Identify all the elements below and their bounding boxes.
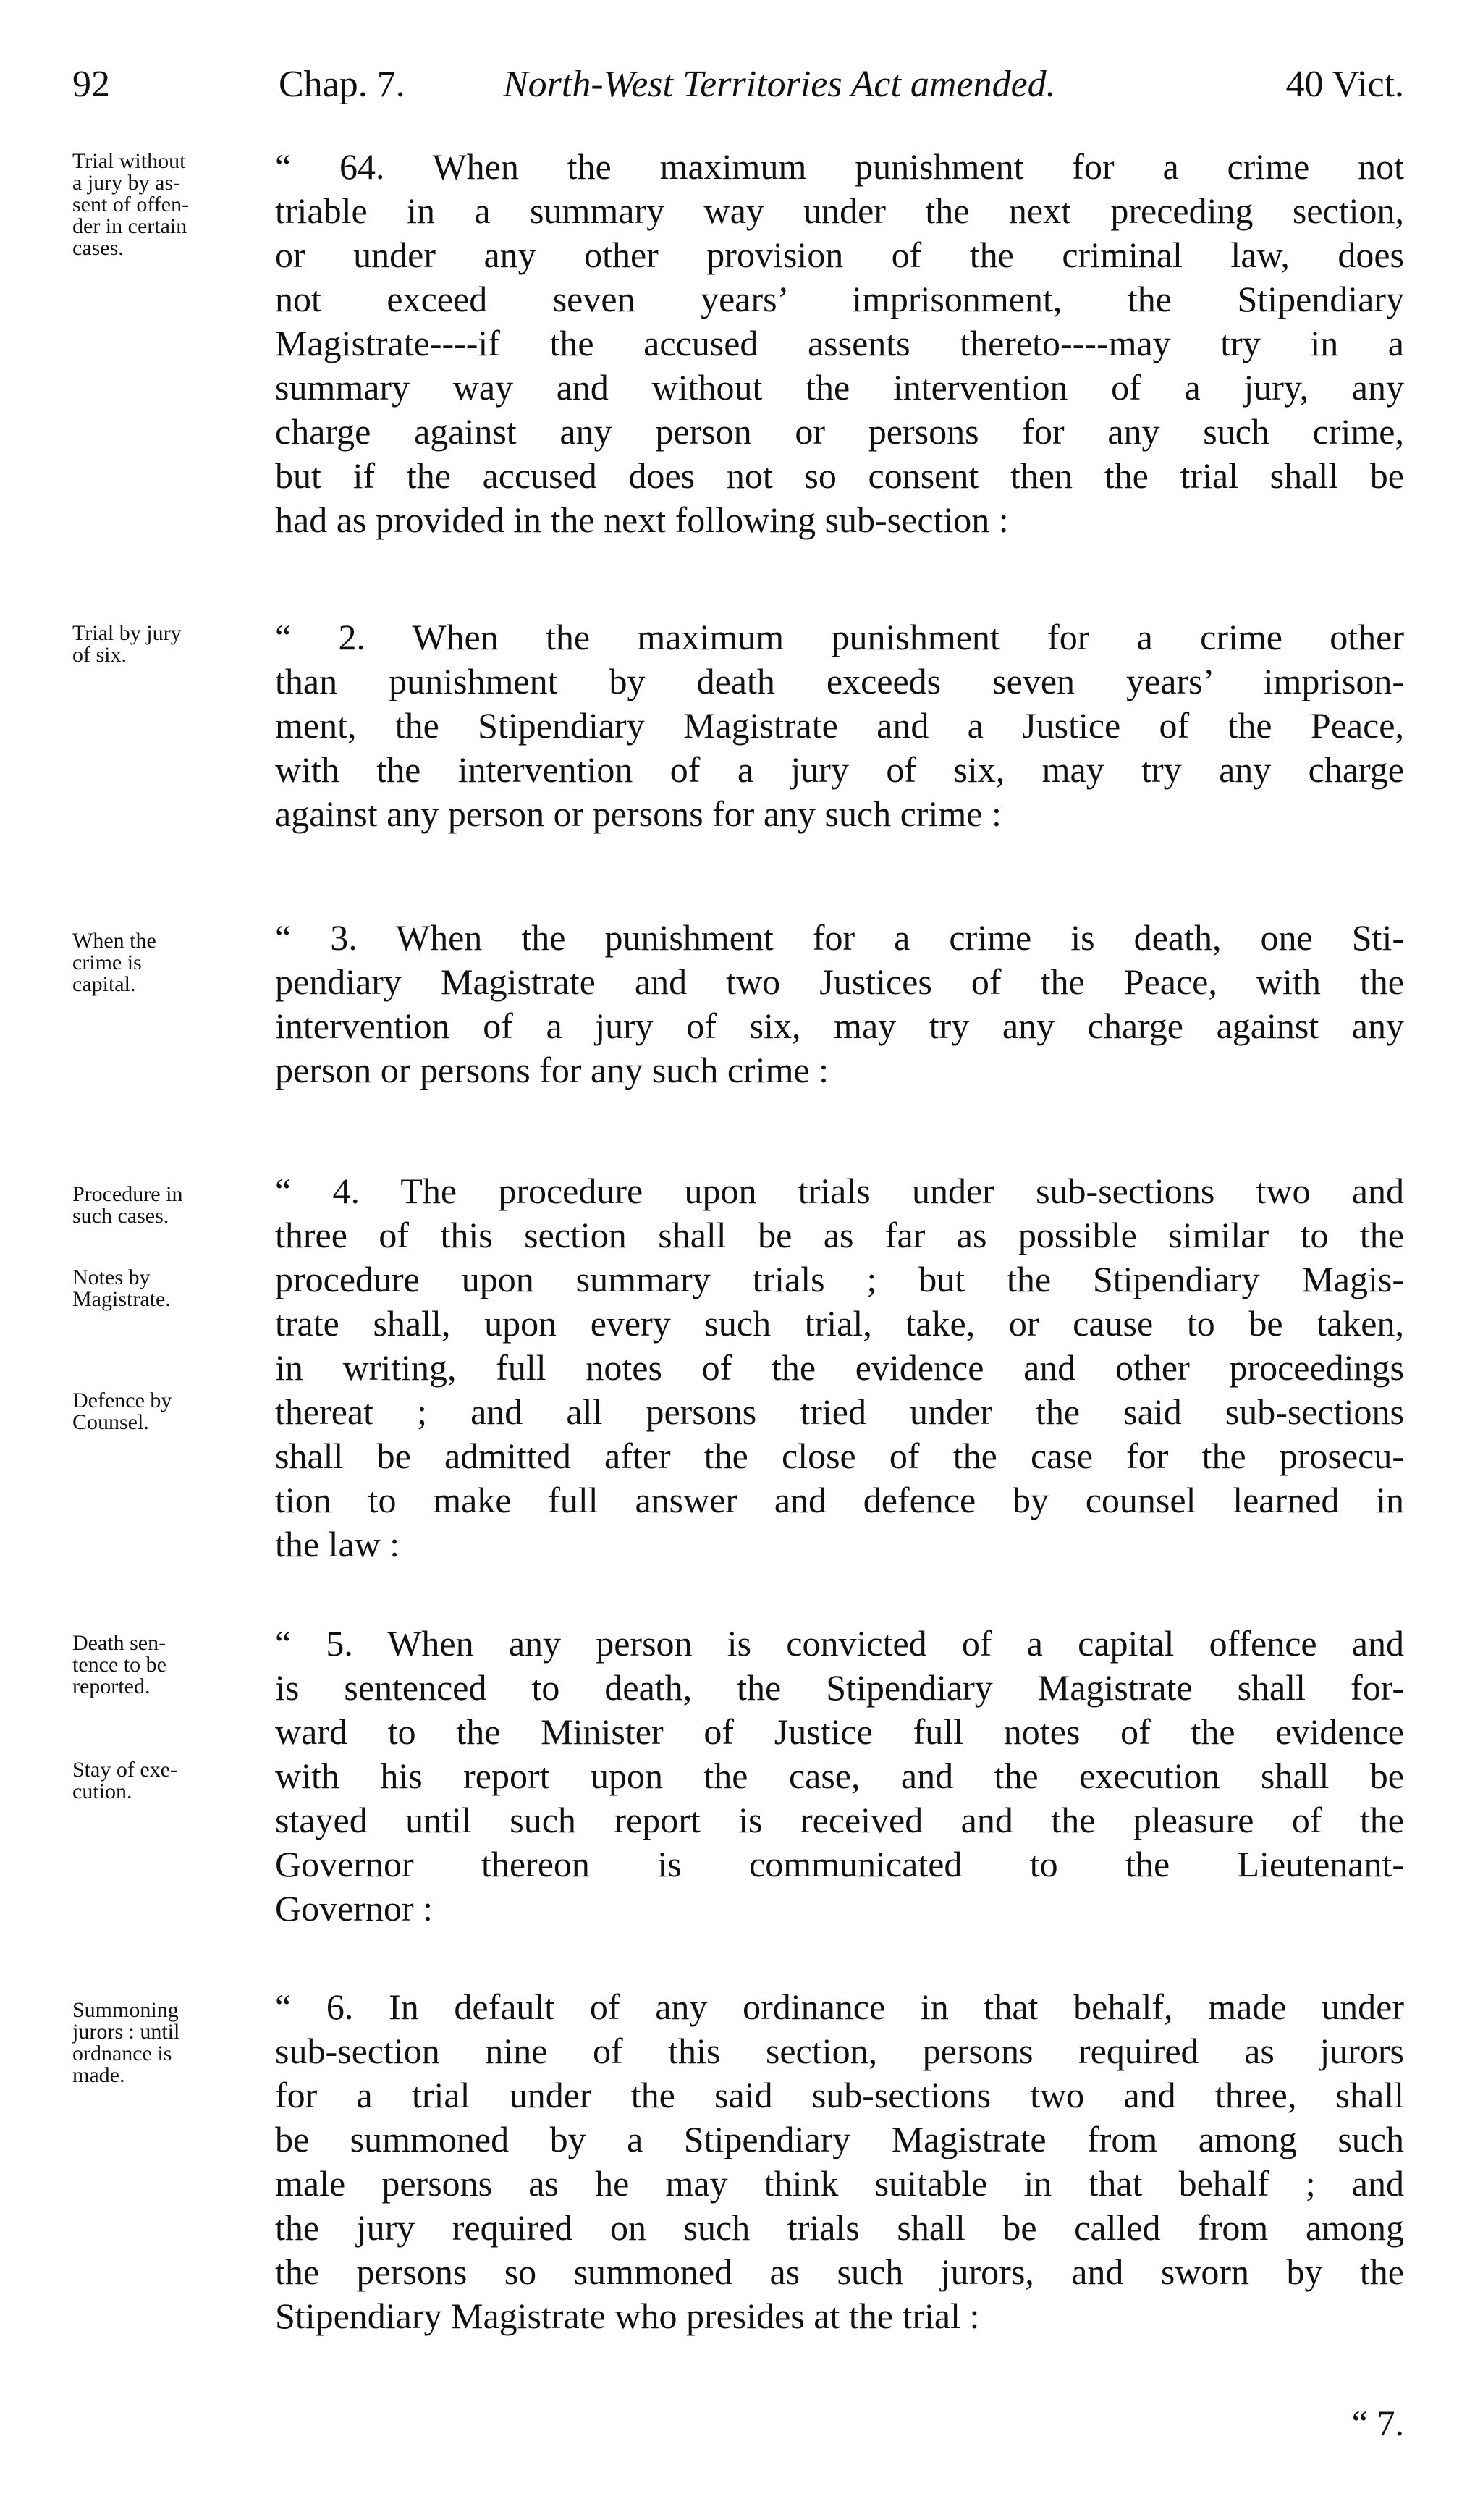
text-line: “ 4. The procedure upon trials under sub-sections two and [275, 1171, 1404, 1211]
text-line: three of this section shall be as far as possible similar to the [275, 1215, 1404, 1255]
margin-note-line: Summoning [72, 1998, 179, 2022]
margin-note-line: Death sen- [72, 1631, 166, 1655]
paragraph-body [275, 615, 1404, 836]
page-number: 92 [72, 64, 110, 105]
text-line: ward to the Minister of Justice full notes of the evidence [275, 1711, 1404, 1752]
margin-note-line: Notes by [72, 1265, 151, 1289]
text-line: against any person or persons for any such crime : [275, 793, 1002, 834]
paragraph-body [275, 1169, 1404, 1567]
text-line: the jury required on such trials shall be called from among [275, 2207, 1404, 2248]
margin-note-line: Procedure in [72, 1182, 183, 1206]
text-line: thereat ; and all persons tried under the said sub-sections [275, 1391, 1404, 1432]
margin-note-line: Defence by [72, 1388, 172, 1412]
text-line: with his report upon the case, and the execution shall be [275, 1756, 1404, 1796]
text-line: shall be admitted after the close of the case for the prosecu- [275, 1436, 1404, 1476]
text-line: “ 6. In default of any ordinance in that behalf, made under [275, 1986, 1404, 2027]
text-line: ment, the Stipendiary Magistrate and a Justice of the Peace, [275, 705, 1404, 746]
margin-note-line: sent of offen- [72, 193, 190, 216]
margin-note-line: Trial by jury [72, 621, 182, 645]
text-line: summary way and without the intervention of a jury, any [275, 367, 1404, 408]
margin-note-line: When the [72, 929, 156, 953]
paragraph-body [275, 1622, 1404, 1931]
text-line: “ 2. When the maximum punishment for a crime other [275, 617, 1404, 657]
margin-note-line: Magistrate. [72, 1287, 171, 1311]
margin-note-line: Trial without [72, 149, 186, 173]
margin-note [72, 1267, 264, 1310]
text-line: trate shall, upon every such trial, take, or cause to be taken, [275, 1303, 1404, 1344]
catchword: “ 7. [1351, 2403, 1404, 2443]
margin-note-line: made. [72, 2063, 125, 2087]
text-line: “ 64. When the maximum punishment for a crime not [275, 146, 1404, 187]
chapter-label: Chap. 7. [279, 64, 405, 105]
margin-note-line: reported. [72, 1674, 151, 1698]
text-line: not exceed seven years’ imprisonment, the Stipendiary [275, 279, 1404, 319]
paragraph-body [275, 145, 1404, 542]
margin-note [72, 1390, 264, 1433]
text-line: pendiary Magistrate and two Justices of the Peace, with the [275, 961, 1404, 1002]
text-line: the law : [275, 1524, 400, 1564]
text-line: Stipendiary Magistrate who presides at the trial : [275, 2296, 980, 2336]
running-header [72, 59, 1404, 110]
text-line: or under any other provision of the criminal law, does [275, 235, 1404, 275]
margin-note [72, 623, 264, 666]
regnal-year: 40 Vict. [1285, 64, 1404, 105]
margin-note-line: of six. [72, 643, 127, 667]
margin-note-line: capital. [72, 972, 136, 996]
text-line: for a trial under the said sub-sections two and three, shall [275, 2075, 1404, 2115]
paragraph-body [275, 916, 1404, 1092]
margin-note [72, 930, 264, 995]
text-line: than punishment by death exceeds seven years’ imprison- [275, 661, 1404, 701]
text-line: tion to make full answer and defence by counsel learned in [275, 1480, 1404, 1520]
margin-note-line: tence to be [72, 1653, 166, 1677]
text-line: intervention of a jury of six, may try any charge against any [275, 1006, 1404, 1046]
text-line: “ 3. When the punishment for a crime is death, one Sti- [275, 917, 1404, 958]
margin-note-line: der in certain [72, 214, 187, 238]
margin-note-line: Stay of exe- [72, 1758, 177, 1782]
text-line: but if the accused does not so consent then the trial shall be [275, 455, 1404, 496]
margin-note [72, 1632, 264, 1698]
margin-note-line: crime is [72, 951, 142, 974]
text-line: person or persons for any such crime : [275, 1050, 829, 1090]
text-line: triable in a summary way under the next preceding section, [275, 190, 1404, 231]
margin-note-line: ordnance is [72, 2041, 172, 2065]
text-line: stayed until such report is received and the pleasure of the [275, 1800, 1404, 1840]
margin-note-line: cution. [72, 1779, 132, 1803]
margin-note [72, 1184, 264, 1227]
margin-note [72, 1759, 264, 1803]
text-line: be summoned by a Stipendiary Magistrate from among such [275, 2119, 1404, 2159]
text-line: Governor : [275, 1888, 433, 1929]
text-line: with the intervention of a jury of six, may try any charge [275, 749, 1404, 790]
text-line: Governor thereon is communicated to the Lieutenant- [275, 1844, 1404, 1884]
margin-note [72, 151, 264, 259]
text-line: is sentenced to death, the Stipendiary Magistrate shall for- [275, 1667, 1404, 1708]
text-line: “ 5. When any person is convicted of a capital offence and [275, 1623, 1404, 1664]
margin-note-line: such cases. [72, 1204, 169, 1228]
margin-note [72, 1999, 264, 2086]
text-line: male persons as he may think suitable in that behalf ; and [275, 2163, 1404, 2204]
text-line: sub-section nine of this section, persons required as jurors [275, 2031, 1404, 2071]
paragraph-body [275, 1985, 1404, 2338]
margin-note-line: cases. [72, 236, 124, 260]
text-line: the persons so summoned as such jurors, and sworn by the [275, 2251, 1404, 2292]
margin-note-line: Counsel. [72, 1410, 149, 1434]
text-line: charge against any person or persons for any such crime, [275, 411, 1404, 452]
text-line: Magistrate----if the accused assents thereto----may try in a [275, 323, 1404, 363]
margin-note-line: jurors : until [72, 2020, 180, 2044]
text-line: in writing, full notes of the evidence and other proceedings [275, 1347, 1404, 1388]
act-title: North-West Territories Act amended. [503, 64, 1056, 105]
text-line: procedure upon summary trials ; but the Stipendiary Magis- [275, 1259, 1404, 1299]
margin-note-line: a jury by as- [72, 171, 181, 195]
text-line: had as provided in the next following sub-section : [275, 500, 1009, 540]
